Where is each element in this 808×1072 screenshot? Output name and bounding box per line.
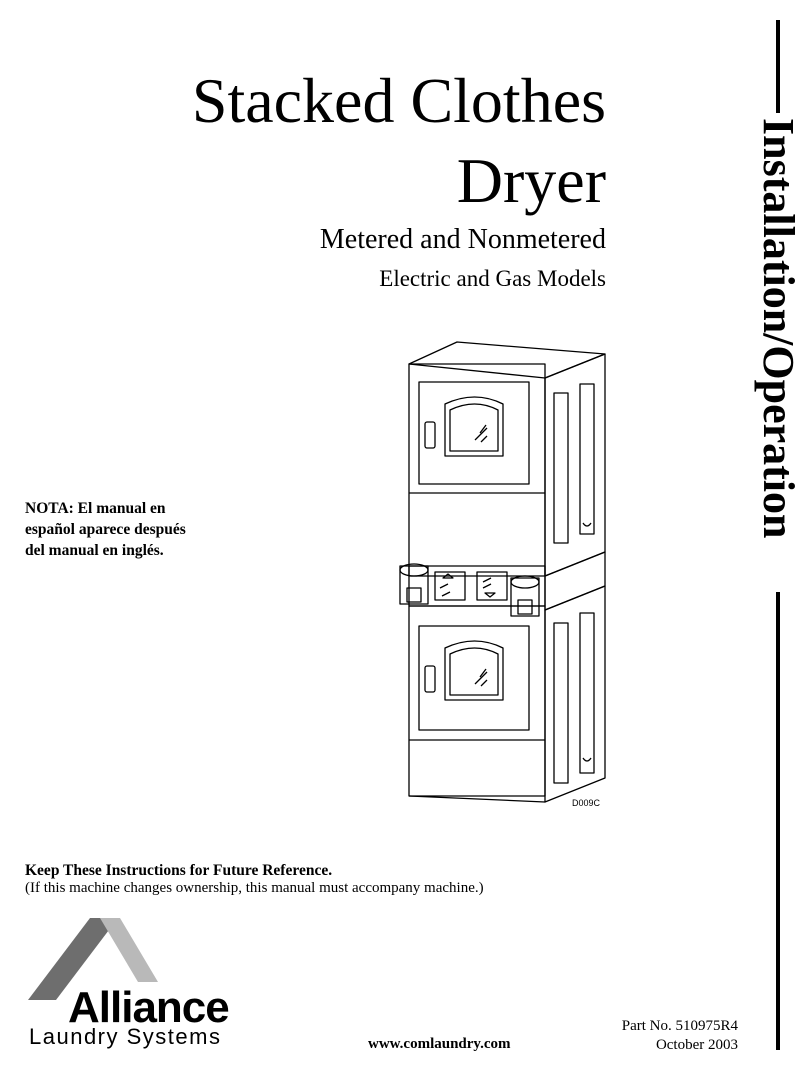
side-band bbox=[748, 0, 808, 1072]
logo-wordmark: Alliance bbox=[68, 983, 229, 1032]
stacked-dryer-illustration bbox=[395, 338, 610, 808]
notice-heading: Keep These Instructions for Future Reference. bbox=[25, 862, 333, 879]
publication-date: October 2003 bbox=[655, 1037, 738, 1053]
part-number: Part No. 510975R4 bbox=[621, 1018, 738, 1034]
alliance-logo bbox=[22, 912, 272, 1057]
side-heading: Installation/Operation bbox=[754, 118, 803, 539]
website-link[interactable]: www.comlaundry.com bbox=[368, 1036, 511, 1052]
page-title-line2: Dryer bbox=[456, 145, 606, 216]
side-rule-top bbox=[776, 20, 780, 113]
figure-id: D009C bbox=[572, 798, 601, 808]
logo-tagline: Laundry Systems bbox=[29, 1024, 222, 1049]
subtitle-fuel-types: Electric and Gas Models bbox=[379, 266, 606, 291]
subtitle-models: Metered and Nonmetered bbox=[319, 224, 606, 255]
side-rule-bottom bbox=[776, 592, 780, 1050]
page-title-line1: Stacked Clothes bbox=[191, 65, 606, 136]
spanish-note: NOTA: El manual en español aparece después del manual en inglés. bbox=[25, 500, 186, 559]
notice-body: (If this machine changes ownership, this manual must accompany machine.) bbox=[25, 880, 484, 896]
